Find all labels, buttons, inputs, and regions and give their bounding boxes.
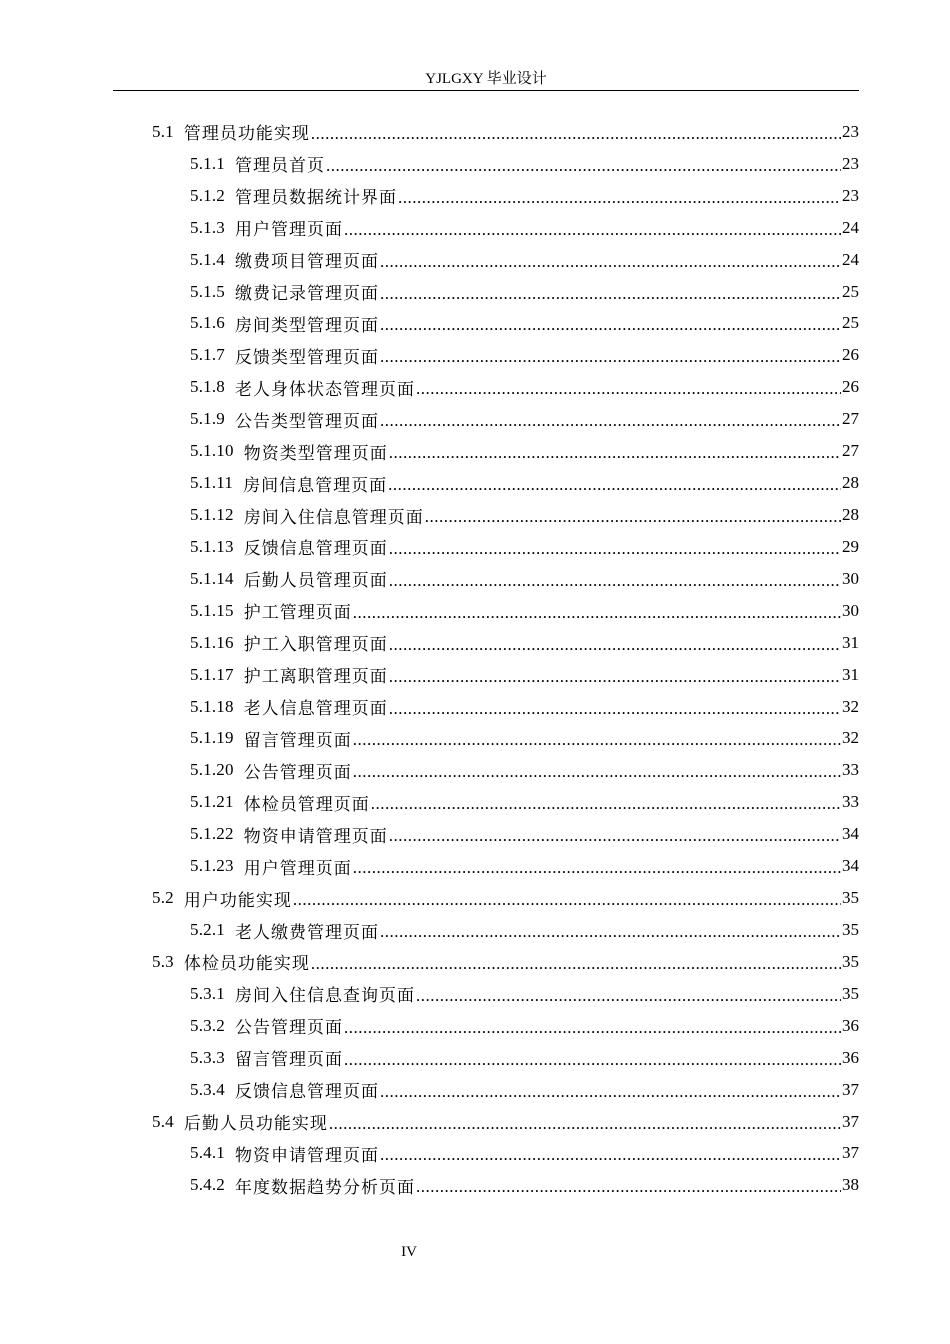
toc-dot-leader <box>380 252 841 272</box>
toc-entry-page: 34 <box>842 856 859 876</box>
toc-entry-page: 37 <box>842 1143 859 1163</box>
toc-entry-number: 5.1.7 <box>190 345 225 365</box>
toc-entry-number: 5.1.13 <box>190 536 234 556</box>
toc-entry-number: 5.1.5 <box>190 281 225 301</box>
toc-dot-leader <box>380 922 841 942</box>
toc-entry-number: 5.1.12 <box>190 505 234 525</box>
toc-subsection-entry[interactable] <box>0 276 950 308</box>
toc-subsection-entry[interactable] <box>0 1169 950 1201</box>
toc-dot-leader <box>326 156 841 176</box>
toc-entry-page: 32 <box>842 696 859 716</box>
toc-dot-leader <box>389 443 841 463</box>
toc-dot-leader <box>380 411 841 431</box>
toc-subsection-entry[interactable] <box>0 978 950 1010</box>
toc-entry-title: 公告管理页面 <box>235 1018 343 1038</box>
toc-entry-page: 23 <box>842 121 859 141</box>
toc-subsection-entry[interactable] <box>0 850 950 882</box>
toc-subsection-entry[interactable] <box>0 467 950 499</box>
toc-subsection-entry[interactable] <box>0 1074 950 1106</box>
toc-subsection-entry[interactable] <box>0 499 950 531</box>
toc-entry-number: 5.1 <box>152 121 174 141</box>
toc-entry-number: 5.2 <box>152 888 174 908</box>
toc-entry-title: 房间类型管理页面 <box>235 315 379 335</box>
toc-dot-leader <box>389 826 841 846</box>
toc-entry-page: 37 <box>842 1079 859 1099</box>
toc-entry-number: 5.4 <box>152 1111 174 1131</box>
toc-entry-title: 房间信息管理页面 <box>243 475 388 495</box>
toc-subsection-entry[interactable] <box>0 531 950 563</box>
toc-dot-leader <box>380 1082 841 1102</box>
toc-entry-number: 5.1.2 <box>190 185 225 205</box>
toc-entry-page: 33 <box>842 760 859 780</box>
toc-subsection-entry[interactable] <box>0 148 950 180</box>
toc-entry-number: 5.3 <box>152 951 174 971</box>
toc-entry-page: 24 <box>842 217 859 237</box>
toc-section-entry[interactable] <box>0 882 950 914</box>
toc-entry-page: 26 <box>842 377 859 397</box>
toc-dot-leader <box>380 1145 841 1165</box>
toc-entry-title: 房间入住信息查询页面 <box>235 986 415 1006</box>
toc-entry-number: 5.1.19 <box>190 728 234 748</box>
toc-dot-leader <box>416 1177 841 1197</box>
toc-entry-page: 32 <box>842 728 859 748</box>
toc-subsection-entry[interactable] <box>0 1042 950 1074</box>
toc-dot-leader <box>311 124 841 144</box>
toc-subsection-entry[interactable] <box>0 1010 950 1042</box>
toc-entry-page: 28 <box>842 473 859 493</box>
toc-dot-leader <box>389 539 841 559</box>
toc-dot-leader <box>398 188 841 208</box>
toc-entry-page: 27 <box>842 441 859 461</box>
table-of-contents <box>0 116 950 1201</box>
toc-dot-leader <box>416 379 841 399</box>
toc-entry-number: 5.3.3 <box>190 1047 225 1067</box>
toc-subsection-entry[interactable] <box>0 371 950 403</box>
toc-subsection-entry[interactable] <box>0 627 950 659</box>
toc-dot-leader <box>425 507 841 527</box>
toc-entry-page: 31 <box>842 632 859 652</box>
toc-entry-page: 23 <box>842 185 859 205</box>
toc-dot-leader <box>293 890 841 910</box>
toc-entry-number: 5.3.4 <box>190 1079 225 1099</box>
toc-entry-title: 管理员首页 <box>235 156 325 176</box>
toc-entry-page: 25 <box>842 313 859 333</box>
toc-entry-title: 公告类型管理页面 <box>235 411 379 431</box>
toc-entry-title: 用户功能实现 <box>183 890 292 910</box>
toc-entry-page: 29 <box>842 536 859 556</box>
toc-dot-leader <box>389 571 841 591</box>
toc-entry-title: 反馈信息管理页面 <box>235 1082 379 1102</box>
toc-subsection-entry[interactable] <box>0 435 950 467</box>
toc-entry-title: 缴费项目管理页面 <box>235 252 379 272</box>
toc-entry-title: 房间入住信息管理页面 <box>243 507 424 527</box>
toc-entry-number: 5.1.10 <box>190 441 234 461</box>
toc-entry-title: 反馈类型管理页面 <box>235 347 379 367</box>
toc-subsection-entry[interactable] <box>0 754 950 786</box>
toc-subsection-entry[interactable] <box>0 563 950 595</box>
toc-dot-leader <box>344 1018 841 1038</box>
toc-entry-number: 5.3.2 <box>190 1015 225 1035</box>
toc-entry-number: 5.1.17 <box>190 664 234 684</box>
toc-entry-title: 老人缴费管理页面 <box>235 922 379 942</box>
toc-entry-number: 5.3.1 <box>190 983 225 1003</box>
toc-section-entry[interactable] <box>0 116 950 148</box>
toc-dot-leader <box>329 1114 841 1134</box>
toc-entry-page: 38 <box>842 1175 859 1195</box>
toc-section-entry[interactable] <box>0 946 950 978</box>
toc-entry-page: 33 <box>842 792 859 812</box>
toc-entry-page: 34 <box>842 824 859 844</box>
toc-entry-page: 31 <box>842 664 859 684</box>
toc-dot-leader <box>388 475 841 495</box>
toc-subsection-entry[interactable] <box>0 691 950 723</box>
page-number: IV <box>401 1244 417 1260</box>
toc-entry-title: 体检员管理页面 <box>243 794 370 814</box>
toc-dot-leader <box>353 858 841 878</box>
toc-dot-leader <box>311 954 841 974</box>
toc-dot-leader <box>380 315 841 335</box>
toc-subsection-entry[interactable] <box>0 212 950 244</box>
toc-entry-title: 老人身体状态管理页面 <box>235 379 415 399</box>
toc-entry-page: 24 <box>842 249 859 269</box>
toc-entry-number: 5.1.16 <box>190 632 234 652</box>
toc-entry-title: 物资类型管理页面 <box>243 443 388 463</box>
toc-dot-leader <box>353 762 841 782</box>
toc-subsection-entry[interactable] <box>0 308 950 340</box>
toc-dot-leader <box>371 794 841 814</box>
toc-entry-number: 5.1.15 <box>190 600 234 620</box>
toc-entry-title: 留言管理页面 <box>243 730 352 750</box>
toc-entry-page: 35 <box>842 888 859 908</box>
toc-entry-title: 物资申请管理页面 <box>243 826 388 846</box>
toc-entry-title: 后勤人员管理页面 <box>243 571 388 591</box>
toc-entry-number: 5.1.8 <box>190 377 225 397</box>
toc-entry-page: 36 <box>842 1015 859 1035</box>
toc-entry-title: 管理员功能实现 <box>183 124 310 144</box>
toc-entry-number: 5.1.18 <box>190 696 234 716</box>
toc-entry-number: 5.1.14 <box>190 568 234 588</box>
toc-subsection-entry[interactable] <box>0 723 950 755</box>
toc-dot-leader <box>389 635 841 655</box>
toc-entry-number: 5.2.1 <box>190 920 225 939</box>
toc-dot-leader <box>353 603 841 623</box>
toc-entry-title: 后勤人员功能实现 <box>183 1114 328 1134</box>
toc-entry-number: 5.1.6 <box>190 313 225 333</box>
toc-subsection-entry[interactable] <box>0 1138 950 1170</box>
toc-entry-number: 5.4.1 <box>190 1143 225 1163</box>
toc-entry-page: 36 <box>842 1047 859 1067</box>
toc-subsection-entry[interactable] <box>0 786 950 818</box>
toc-entry-title: 体检员功能实现 <box>183 954 310 974</box>
toc-entry-title: 反馈信息管理页面 <box>243 539 388 559</box>
toc-entry-title: 护工入职管理页面 <box>243 635 388 655</box>
toc-subsection-entry[interactable] <box>0 914 950 946</box>
toc-subsection-entry[interactable] <box>0 244 950 276</box>
toc-subsection-entry[interactable] <box>0 339 950 371</box>
toc-entry-number: 5.1.1 <box>190 153 225 173</box>
toc-entry-page: 35 <box>842 951 859 971</box>
toc-entry-number: 5.1.21 <box>190 792 234 812</box>
toc-entry-title: 缴费记录管理页面 <box>235 284 379 304</box>
toc-entry-number: 5.1.22 <box>190 824 234 844</box>
toc-dot-leader <box>416 986 841 1006</box>
toc-entry-title: 年度数据趋势分析页面 <box>235 1177 415 1197</box>
toc-entry-page: 28 <box>842 505 859 525</box>
toc-entry-title: 留言管理页面 <box>235 1050 343 1070</box>
toc-entry-page: 25 <box>842 281 859 301</box>
toc-subsection-entry[interactable] <box>0 659 950 691</box>
toc-dot-leader <box>344 220 841 240</box>
toc-entry-number: 5.1.20 <box>190 760 234 780</box>
toc-dot-leader <box>353 730 841 750</box>
toc-entry-number: 5.1.9 <box>190 409 225 429</box>
toc-entry-page: 27 <box>842 409 859 429</box>
toc-dot-leader <box>344 1050 841 1070</box>
toc-entry-page: 30 <box>842 600 859 620</box>
toc-entry-number: 5.1.4 <box>190 249 225 269</box>
toc-entry-title: 护工离职管理页面 <box>243 667 388 687</box>
toc-subsection-entry[interactable] <box>0 818 950 850</box>
toc-section-entry[interactable] <box>0 1106 950 1138</box>
toc-subsection-entry[interactable] <box>0 180 950 212</box>
toc-dot-leader <box>380 347 841 367</box>
toc-subsection-entry[interactable] <box>0 595 950 627</box>
toc-entry-title: 公告管理页面 <box>243 762 352 782</box>
toc-entry-page: 23 <box>842 153 859 173</box>
toc-entry-number: 5.4.2 <box>190 1175 225 1195</box>
toc-entry-number: 5.1.11 <box>190 473 234 493</box>
page-header: YJLGXY 毕业设计 <box>113 68 859 91</box>
toc-entry-title: 老人信息管理页面 <box>243 699 388 719</box>
toc-entry-number: 5.1.3 <box>190 217 225 237</box>
toc-entry-title: 管理员数据统计界面 <box>235 188 397 208</box>
toc-entry-title: 护工管理页面 <box>243 603 352 623</box>
toc-entry-title: 用户管理页面 <box>235 220 343 240</box>
toc-dot-leader <box>389 699 841 719</box>
toc-entry-page: 35 <box>842 920 859 939</box>
toc-entry-page: 35 <box>842 983 859 1003</box>
toc-entry-page: 37 <box>842 1111 859 1131</box>
toc-dot-leader <box>389 667 841 687</box>
toc-entry-number: 5.1.23 <box>190 856 234 876</box>
toc-subsection-entry[interactable] <box>0 403 950 435</box>
toc-entry-title: 用户管理页面 <box>243 858 352 878</box>
toc-entry-page: 26 <box>842 345 859 365</box>
toc-dot-leader <box>380 284 841 304</box>
toc-entry-title: 物资申请管理页面 <box>235 1145 379 1165</box>
toc-entry-page: 30 <box>842 568 859 588</box>
